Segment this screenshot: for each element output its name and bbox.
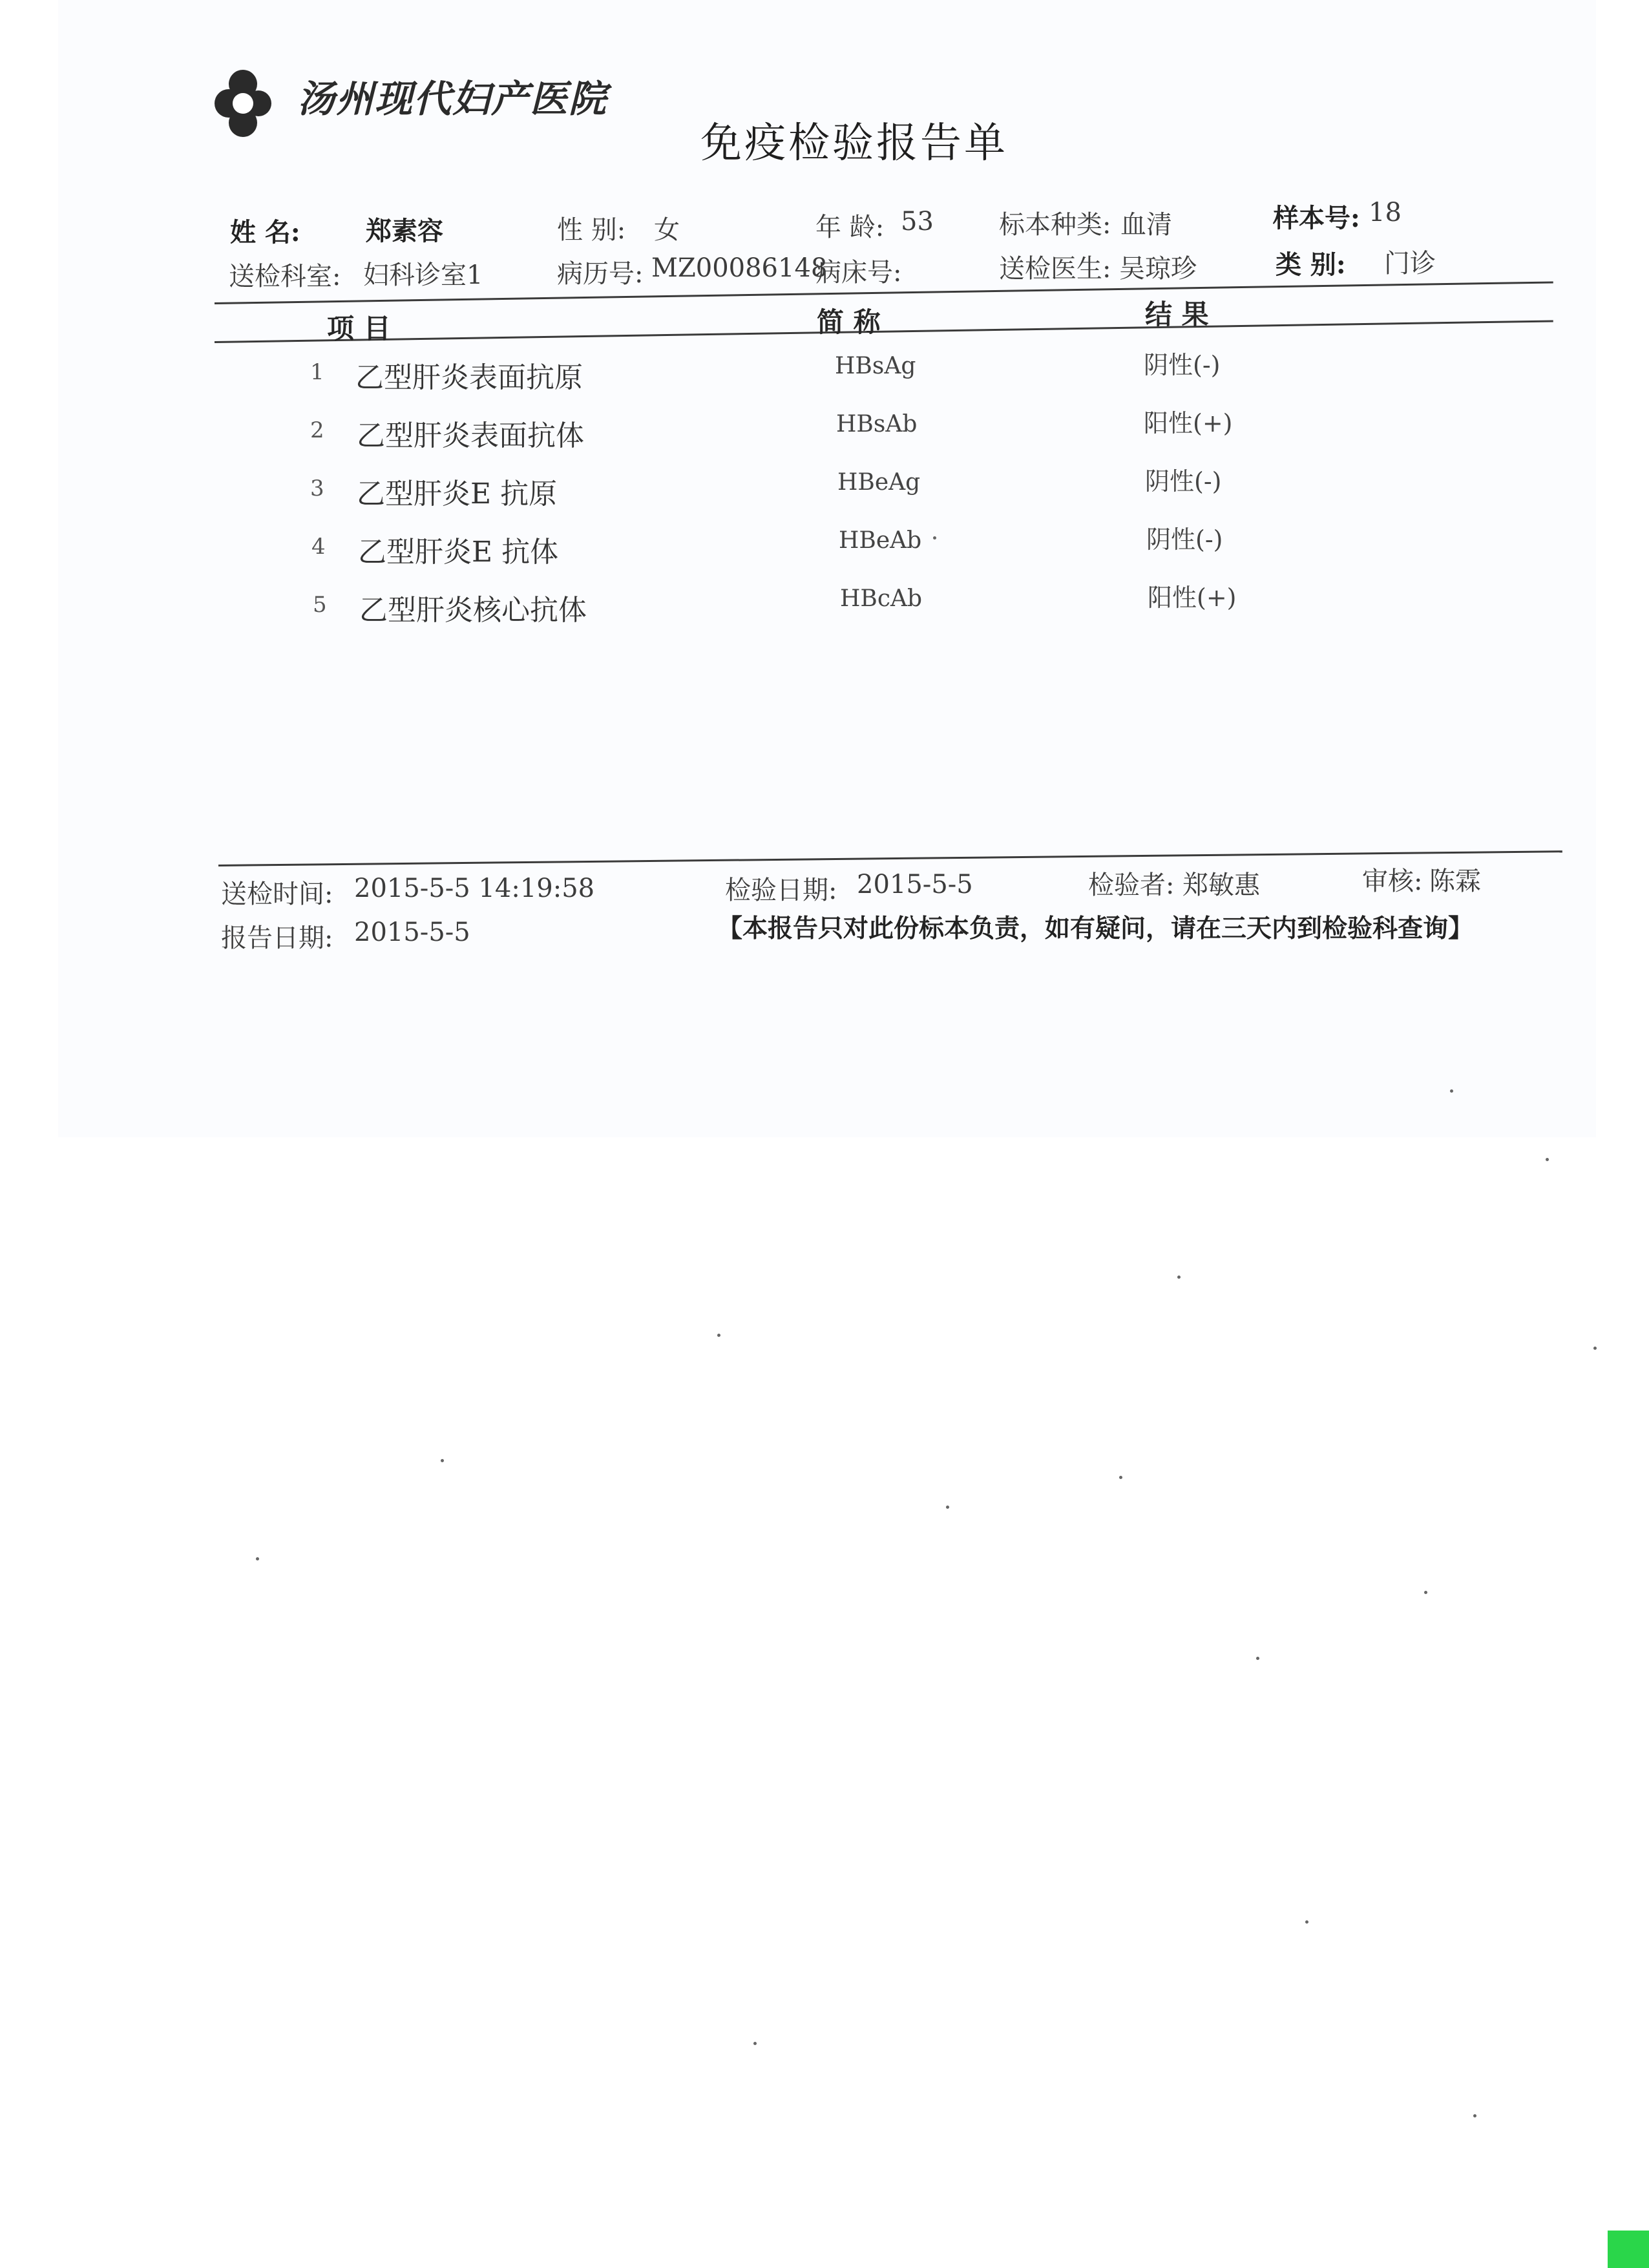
scan-speck <box>256 1557 259 1560</box>
hospital-name: 汤州现代妇产医院 <box>297 77 608 121</box>
scan-speck <box>717 1334 720 1337</box>
test-item-name: 乙型肝炎E 抗体 <box>358 536 559 569</box>
doctor-label: 送检医生: <box>999 254 1111 284</box>
paper-background <box>58 0 1596 1137</box>
department: 妇科诊室1 <box>363 260 483 290</box>
column-header-abbr: 简 称 <box>817 306 881 338</box>
test-result: 阳性(+) <box>1148 583 1237 612</box>
record-number: MZ00086148 <box>651 253 828 283</box>
test-item-name: 乙型肝炎核心抗体 <box>359 594 587 627</box>
scan-speck <box>933 536 936 540</box>
scan-speck <box>1424 1591 1427 1594</box>
scan-speck <box>1177 1276 1181 1279</box>
test-abbreviation: HBeAg <box>837 469 921 496</box>
reviewer-label: 审核: <box>1362 866 1423 896</box>
row-number: 4 <box>311 534 326 560</box>
record-label: 病历号: <box>557 259 644 289</box>
visit-category: 门诊 <box>1384 249 1436 278</box>
row-number: 3 <box>310 476 324 501</box>
test-result: 阴性(-) <box>1144 351 1221 379</box>
patient-age: 53 <box>901 207 934 236</box>
sample-no-label: 样本号: <box>1273 203 1360 233</box>
tester-label: 检验者: <box>1088 870 1175 900</box>
corner-watermark-badge <box>1608 2231 1649 2268</box>
test-result: 阳性(+) <box>1144 409 1233 437</box>
test-date-label: 检验日期: <box>725 876 837 905</box>
submit-time: 2015-5-5 14:19:58 <box>354 874 595 903</box>
test-item-name: 乙型肝炎E 抗原 <box>357 478 558 510</box>
test-item-name: 乙型肝炎表面抗原 <box>355 361 583 394</box>
scan-speck <box>1256 1657 1259 1660</box>
scan-speck <box>1119 1476 1122 1479</box>
sample-no: 18 <box>1369 198 1402 227</box>
name-label: 姓 名: <box>230 217 300 247</box>
age-label: 年 龄: <box>815 213 885 242</box>
scan-speck <box>1305 1920 1308 1924</box>
report-date: 2015-5-5 <box>354 918 470 947</box>
report-title: 免疫检验报告单 <box>700 120 1008 167</box>
reviewer-name: 陈霖 <box>1429 866 1481 896</box>
tester-name: 郑敏惠 <box>1182 870 1260 900</box>
scan-speck <box>1473 2114 1476 2117</box>
referring-doctor: 吴琼珍 <box>1119 254 1197 284</box>
scan-speck <box>1593 1347 1597 1350</box>
category-label: 类 别: <box>1276 249 1346 280</box>
row-number: 2 <box>310 417 324 443</box>
scan-speck <box>1546 1158 1549 1161</box>
specimen-label: 标本种类: <box>999 210 1111 240</box>
report-date-label: 报告日期: <box>221 923 333 953</box>
test-result: 阴性(-) <box>1145 467 1222 496</box>
test-abbreviation: HBsAg <box>835 353 916 379</box>
submit-time-label: 送检时间: <box>221 879 333 909</box>
hospital-logo-icon <box>213 65 273 142</box>
test-item-name: 乙型肝炎表面抗体 <box>357 419 584 452</box>
test-abbreviation: HBsAb <box>836 411 918 437</box>
patient-name: 郑素容 <box>366 216 443 246</box>
test-date: 2015-5-5 <box>857 870 973 899</box>
dept-label: 送检科室: <box>229 262 341 291</box>
test-abbreviation: HBcAb <box>840 585 923 612</box>
scan-speck <box>946 1506 949 1509</box>
disclaimer-notice: 【本报告只对此份标本负责，如有疑问，请在三天内到检验科查询】 <box>717 914 1474 943</box>
row-number: 5 <box>313 592 327 618</box>
scan-speck <box>753 2042 757 2045</box>
test-abbreviation: HBeAb <box>839 527 922 554</box>
sex-label: 性 别: <box>557 215 626 245</box>
scan-speck <box>441 1459 444 1462</box>
column-header-item: 项 目 <box>327 313 391 344</box>
test-result: 阴性(-) <box>1146 525 1223 554</box>
scan-speck <box>1450 1089 1453 1093</box>
patient-sex: 女 <box>654 215 680 245</box>
bed-label: 病床号: <box>815 258 902 288</box>
row-number: 1 <box>310 359 324 385</box>
specimen-type: 血清 <box>1120 210 1172 240</box>
column-header-result: 结 果 <box>1145 299 1209 330</box>
